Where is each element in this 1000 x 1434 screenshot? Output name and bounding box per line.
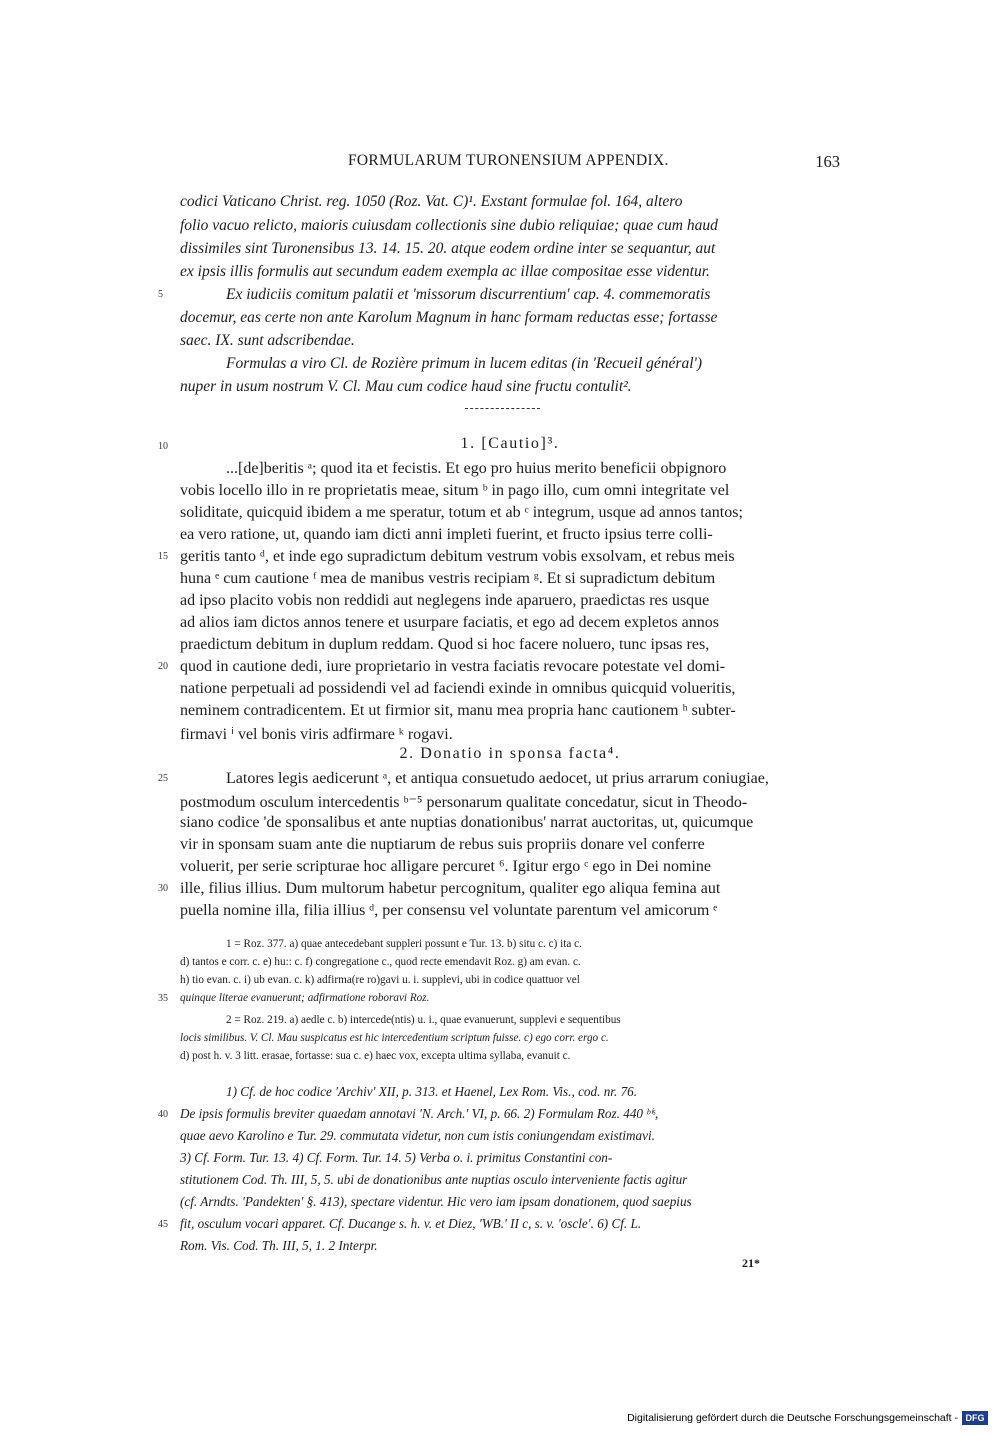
intro-line: Ex iudiciis comitum palatii et 'missorum discurrentium' cap. 4. commemoratis (226, 286, 711, 303)
intro-line: saec. IX. sunt adscribendae. (180, 332, 355, 349)
intro-line: folio vacuo relicto, maioris cuiusdam collectionis sine dubio reliquiae; quae cum haud (180, 217, 718, 234)
apparatus-line: h) tio evan. c. i) ub evan. c. k) adfirma(re ro)gavi u. i. supplevi, ubi in codice quattuor vel (180, 974, 580, 986)
text-line: soliditate, quicquid ibidem a me speratur, totum et ab ᶜ integrum, usque ad annos tantos; (180, 504, 743, 521)
text-line: praedictum debitum in duplum reddam. Quod si hoc facere noluero, tunc ipsas res, (180, 636, 710, 653)
intro-line: codici Vaticano Christ. reg. 1050 (Roz. Vat. C)¹. Exstant formulae fol. 164, altero (180, 193, 683, 210)
text-line: vobis locello illo in re proprietatis meae, situm ᵇ in pago illo, cum omni integritate vel (180, 482, 730, 499)
line-number: 15 (158, 551, 168, 562)
line-number: 30 (158, 883, 168, 894)
text-line: firmavi ⁱ vel bonis viris adfirmare ᵏ rogavi. (180, 726, 453, 743)
dfg-logo-icon: DFG (962, 1411, 988, 1425)
section-heading-donatio: 2. Donatio in sponsa facta⁴. (399, 745, 621, 762)
section-divider (465, 408, 540, 410)
line-number: 35 (158, 993, 168, 1004)
page-number: 163 (815, 152, 840, 171)
text-line: puella nomine illa, filia illius ᵈ, per consensu vel voluntate parentum vel amicorum ᵉ (180, 902, 718, 919)
section-heading-cautio: 1. [Cautio]³. (460, 435, 560, 452)
apparatus-line: locis similibus. V. Cl. Mau suspicatus est hic intercedentium scriptum fuisse. c) ego corr. ergo c. (180, 1032, 609, 1044)
line-number: 5 (158, 289, 163, 300)
footnote-line: Rom. Vis. Cod. Th. III, 5, 1. 2 Interpr. (180, 1238, 378, 1253)
text-line: ad alios iam dictos annos tenere et usurpare faciatis, et ego ad decem expletos annos (180, 614, 719, 631)
intro-line: ex ipsis illis formulis aut secundum eadem exempla ac illae compositae esse videntur. (180, 263, 710, 280)
text-line: vir in sponsam suam ante die nuptiarum de rebus suis propriis donare vel conferre (180, 836, 705, 853)
running-title: FORMULARUM TURONENSIUM APPENDIX. (348, 152, 669, 169)
line-number: 10 (158, 441, 168, 452)
line-number: 45 (158, 1219, 168, 1230)
footnote-line: (cf. Arndts. 'Pandekten' §. 413), spectare videntur. Hic vero iam ipsam donationem, quod saepius (180, 1194, 692, 1209)
credit-text: Digitalisierung gefördert durch die Deutsche Forschungsgemeinschaft - (627, 1412, 958, 1424)
intro-line: Formulas a viro Cl. de Rozière primum in lucem editas (in 'Recueil général') (226, 355, 702, 372)
intro-line: docemur, eas certe non ante Karolum Magnum in hanc formam reductas esse; fortasse (180, 309, 718, 326)
running-header (180, 152, 840, 182)
footnote-line: stitutionem Cod. Th. III, 5, 5. ubi de donationibus ante nuptias osculo interveniente factis agitur (180, 1172, 688, 1187)
digitization-credit (520, 1411, 990, 1427)
text-line: siano codice 'de sponsalibus et ante nuptias donationibus' narrat auctoritas, ut, quicumque (180, 814, 754, 831)
text-line: voluerit, per serie scripturae hoc alligare percuret ⁶. Igitur ergo ᶜ ego in Dei nomine (180, 858, 711, 875)
text-line: Latores legis aedicerunt ᵃ, et antiqua consuetudo aedocet, ut prius arrarum coniugiae, (226, 770, 769, 787)
apparatus-line: d) post h. v. 3 litt. erasae, fortasse: sua c. e) haec vox, excepta ultima syllaba, evanuit c. (180, 1050, 571, 1062)
footnote-line: 1) Cf. de hoc codice 'Archiv' XII, p. 313. et Haenel, Lex Rom. Vis., cod. nr. 76. (226, 1084, 638, 1099)
apparatus-line: 1 = Roz. 377. a) quae antecedebant suppleri possunt e Tur. 13. b) situ c. c) ita c. (226, 938, 582, 950)
apparatus-line: d) tantos e corr. c. e) hu:: c. f) congregatione c., quod recte emendavit Roz. g) am evan. c. (180, 956, 581, 968)
text-line: huna ᵉ cum cautione ᶠ mea de manibus vestris recipiam ᵍ. Et si supradictum debitum (180, 570, 716, 587)
text-line: ille, filius illius. Dum multorum habetur percognitum, qualiter ego aliqua femina aut (180, 880, 721, 897)
text-line: quod in cautione dedi, iure proprietario in vestra faciatis revocare potestate vel domi- (180, 658, 726, 675)
apparatus-line: quinque literae evanuerunt; adfirmatione roboravi Roz. (180, 992, 430, 1004)
text-line: neminem contradicentem. Et ut firmior sit, manu mea propria hanc cautionem ʰ subter- (180, 702, 736, 719)
text-line: natione perpetuali ad possidendi vel ad faciendi exinde in omnibus quicquid volueritis, (180, 680, 736, 697)
footnote-line: quae aevo Karolino e Tur. 29. commutata videtur, non cum istis coniungendam existimavi. (180, 1128, 655, 1143)
text-line: ea vero ratione, ut, quando iam dicti anni impleti fuerint, et fructo ipsius terre colli- (180, 526, 713, 543)
text-line: ad ipso placito vobis non reddidi aut neglegens inde aparuero, praedictas res usque (180, 592, 710, 609)
intro-line: dissimiles sint Turonensibus 13. 14. 15. 20. atque eodem ordine inter se sequantur, aut (180, 240, 716, 257)
footnote-line: De ipsis formulis breviter quaedam annotavi 'N. Arch.' VI, p. 66. 2) Formulam Roz. 440 ᵇⁱˢ, (180, 1106, 659, 1121)
text-line: ...[de]beritis ᵃ; quod ita et fecistis. Et ego pro huius merito beneficii obpignoro (226, 460, 727, 477)
line-number: 25 (158, 773, 168, 784)
text-line: postmodum osculum intercedentis ᵇ⁻⁵ personarum qualitate concedatur, sicut in Theodo- (180, 794, 748, 811)
intro-line: nuper in usum nostrum V. Cl. Mau cum codice haud sine fructu contulit². (180, 378, 632, 395)
apparatus-line: 2 = Roz. 219. a) aedle c. b) intercede(ntis) u. i., quae evanuerunt, supplevi e sequentibus (226, 1014, 621, 1026)
footnote-line: 3) Cf. Form. Tur. 13. 4) Cf. Form. Tur. 14. 5) Verba o. i. primitus Constantini con- (180, 1150, 613, 1165)
signature-mark: 21* (742, 1256, 760, 1270)
line-number: 20 (158, 661, 168, 672)
text-line: geritis tanto ᵈ, et inde ego supradictum debitum vestrum vobis exsolvam, et rebus meis (180, 548, 735, 565)
line-number: 40 (158, 1109, 168, 1120)
footnote-line: fit, osculum vocari apparet. Cf. Ducange s. h. v. et Diez, 'WB.' II c, s. v. 'oscle'. 6) Cf. L. (180, 1216, 642, 1231)
